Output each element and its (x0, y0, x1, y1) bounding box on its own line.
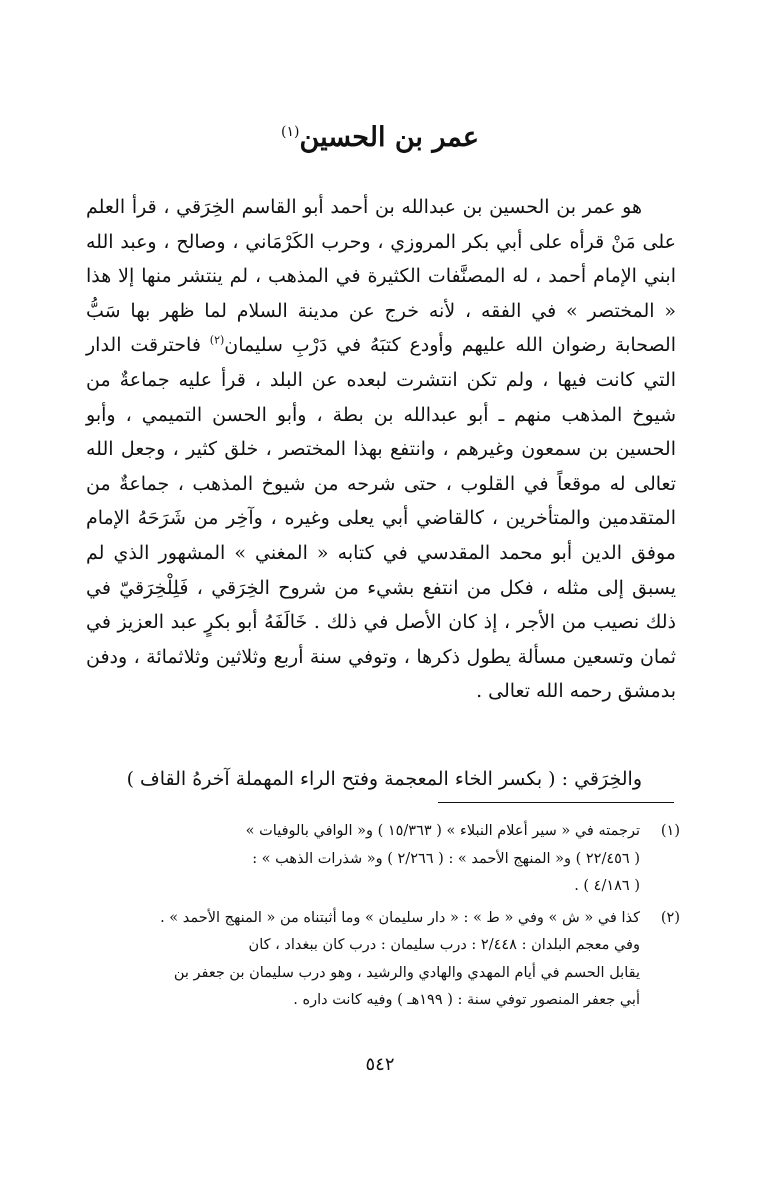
pronunciation-note: والخِرَقي : ( بكسر الخاء المعجمة وفتح الراء المهملة آخرهُ القاف ) (126, 768, 642, 790)
footnote-line: ( ٢٢/٤٥٦ ) و« المنهج الأحمد » : ( ٢/٢٦٦ ) و« شذرات الذهب » : (252, 850, 640, 867)
main-paragraph (86, 190, 676, 709)
footnote-1 (80, 818, 680, 901)
page-number: ٥٤٢ (365, 1054, 395, 1075)
body-footnote-ref[interactable]: (٢) (209, 334, 225, 348)
title-footnote-ref[interactable]: (١) (281, 124, 300, 140)
title-text: عمر بن الحسين (299, 122, 479, 153)
paragraph-text-part-2: فاحترقت الدار التي كانت فيها ، ولم تكن انتشرت لبعده عن البلد ، قرأ عليه جماعةٌ من شيوخ المذهب منهم ـ أبو عبدالله بن بطة ، وأبو الحسن التميمي ، وأبو الحسين بن سمعون وغيرهم ، وانتفع بهذا المختصر ، خلق كثير ، وجعل الله تعالى له موقعاً في القلوب ، حتى شرحه من شيوخ المذهب ، جماعةٌ من المتقدمين والمتأخرين ، كالقاضي أبي يعلى وغيره ، وآخِر من شَرَحَهُ الإمام موفق الدين أبو محمد المقدسي في كتابه « المغني » المشهور الذي لم يسبق إلى مثله ، فكل من انتفع بشيء من شروح الخِرَقي ، فَلِلْخِرَقيّ في ذلك نصيب من الأجر ، إذ كان الأصل في ذلك . خَالَفَهُ أبو بكرٍ عبد العزيز في ثمان وتسعين مسألة يطول ذكرها ، وتوفي سنة أربع وثلاثين وثلاثمائة ، ودفن بدمشق رحمه الله تعالى . (86, 334, 676, 703)
page-title (0, 118, 760, 158)
footnote-line: أبي جعفر المنصور توفي سنة : ( ١٩٩هـ ) وفيه كانت داره . (293, 992, 640, 1008)
footnote-line: وفي معجم البلدان : ٢/٤٤٨ : درب سليمان : درب كان ببغداد ، كان (248, 937, 640, 953)
footnote-number: (١) (660, 823, 680, 839)
main-body (86, 190, 676, 709)
footnote-line: كذا في « ش » وفي « ط » : « دار سليمان » وما أثبتناه من « المنهج الأحمد » . (160, 909, 640, 926)
footnote-line: ترجمته في « سير أعلام النبلاء » ( ١٥/٣٦٣ ) و« الوافي بالوفيات » (245, 823, 640, 839)
footnote-line: يقابل الحسم في أيام المهدي والهادي والرشيد ، وهو درب سليمان بن جعفر بن (173, 964, 640, 981)
footnote-2 (80, 905, 680, 1015)
footnote-line: ( ٤/١٨٦ ) . (574, 878, 640, 894)
footnotes-section (80, 818, 680, 1015)
footnote-number: (٢) (660, 909, 680, 926)
footnote-divider (438, 802, 674, 803)
paragraph-text-part-1: هو عمر بن الحسين بن عبدالله بن أحمد أبو القاسم الخِرَقي ، قرأ العلم على مَنْ قرأه على أبي بكر المروزي ، وحرب الكَرْمَاني ، وصالح ، وعبد الله ابني الإمام أحمد ، له المصنَّفات الكثيرة في المذهب ، لم ينتشر منها إلا هذا « المختصر » في الفقه ، لأنه خرج عن مدينة السلام لما ظهر بها سَبُّ الصحابة رضوان الله عليهم وأودع كتبَهُ في دَرْبِ سليمان (86, 196, 676, 357)
